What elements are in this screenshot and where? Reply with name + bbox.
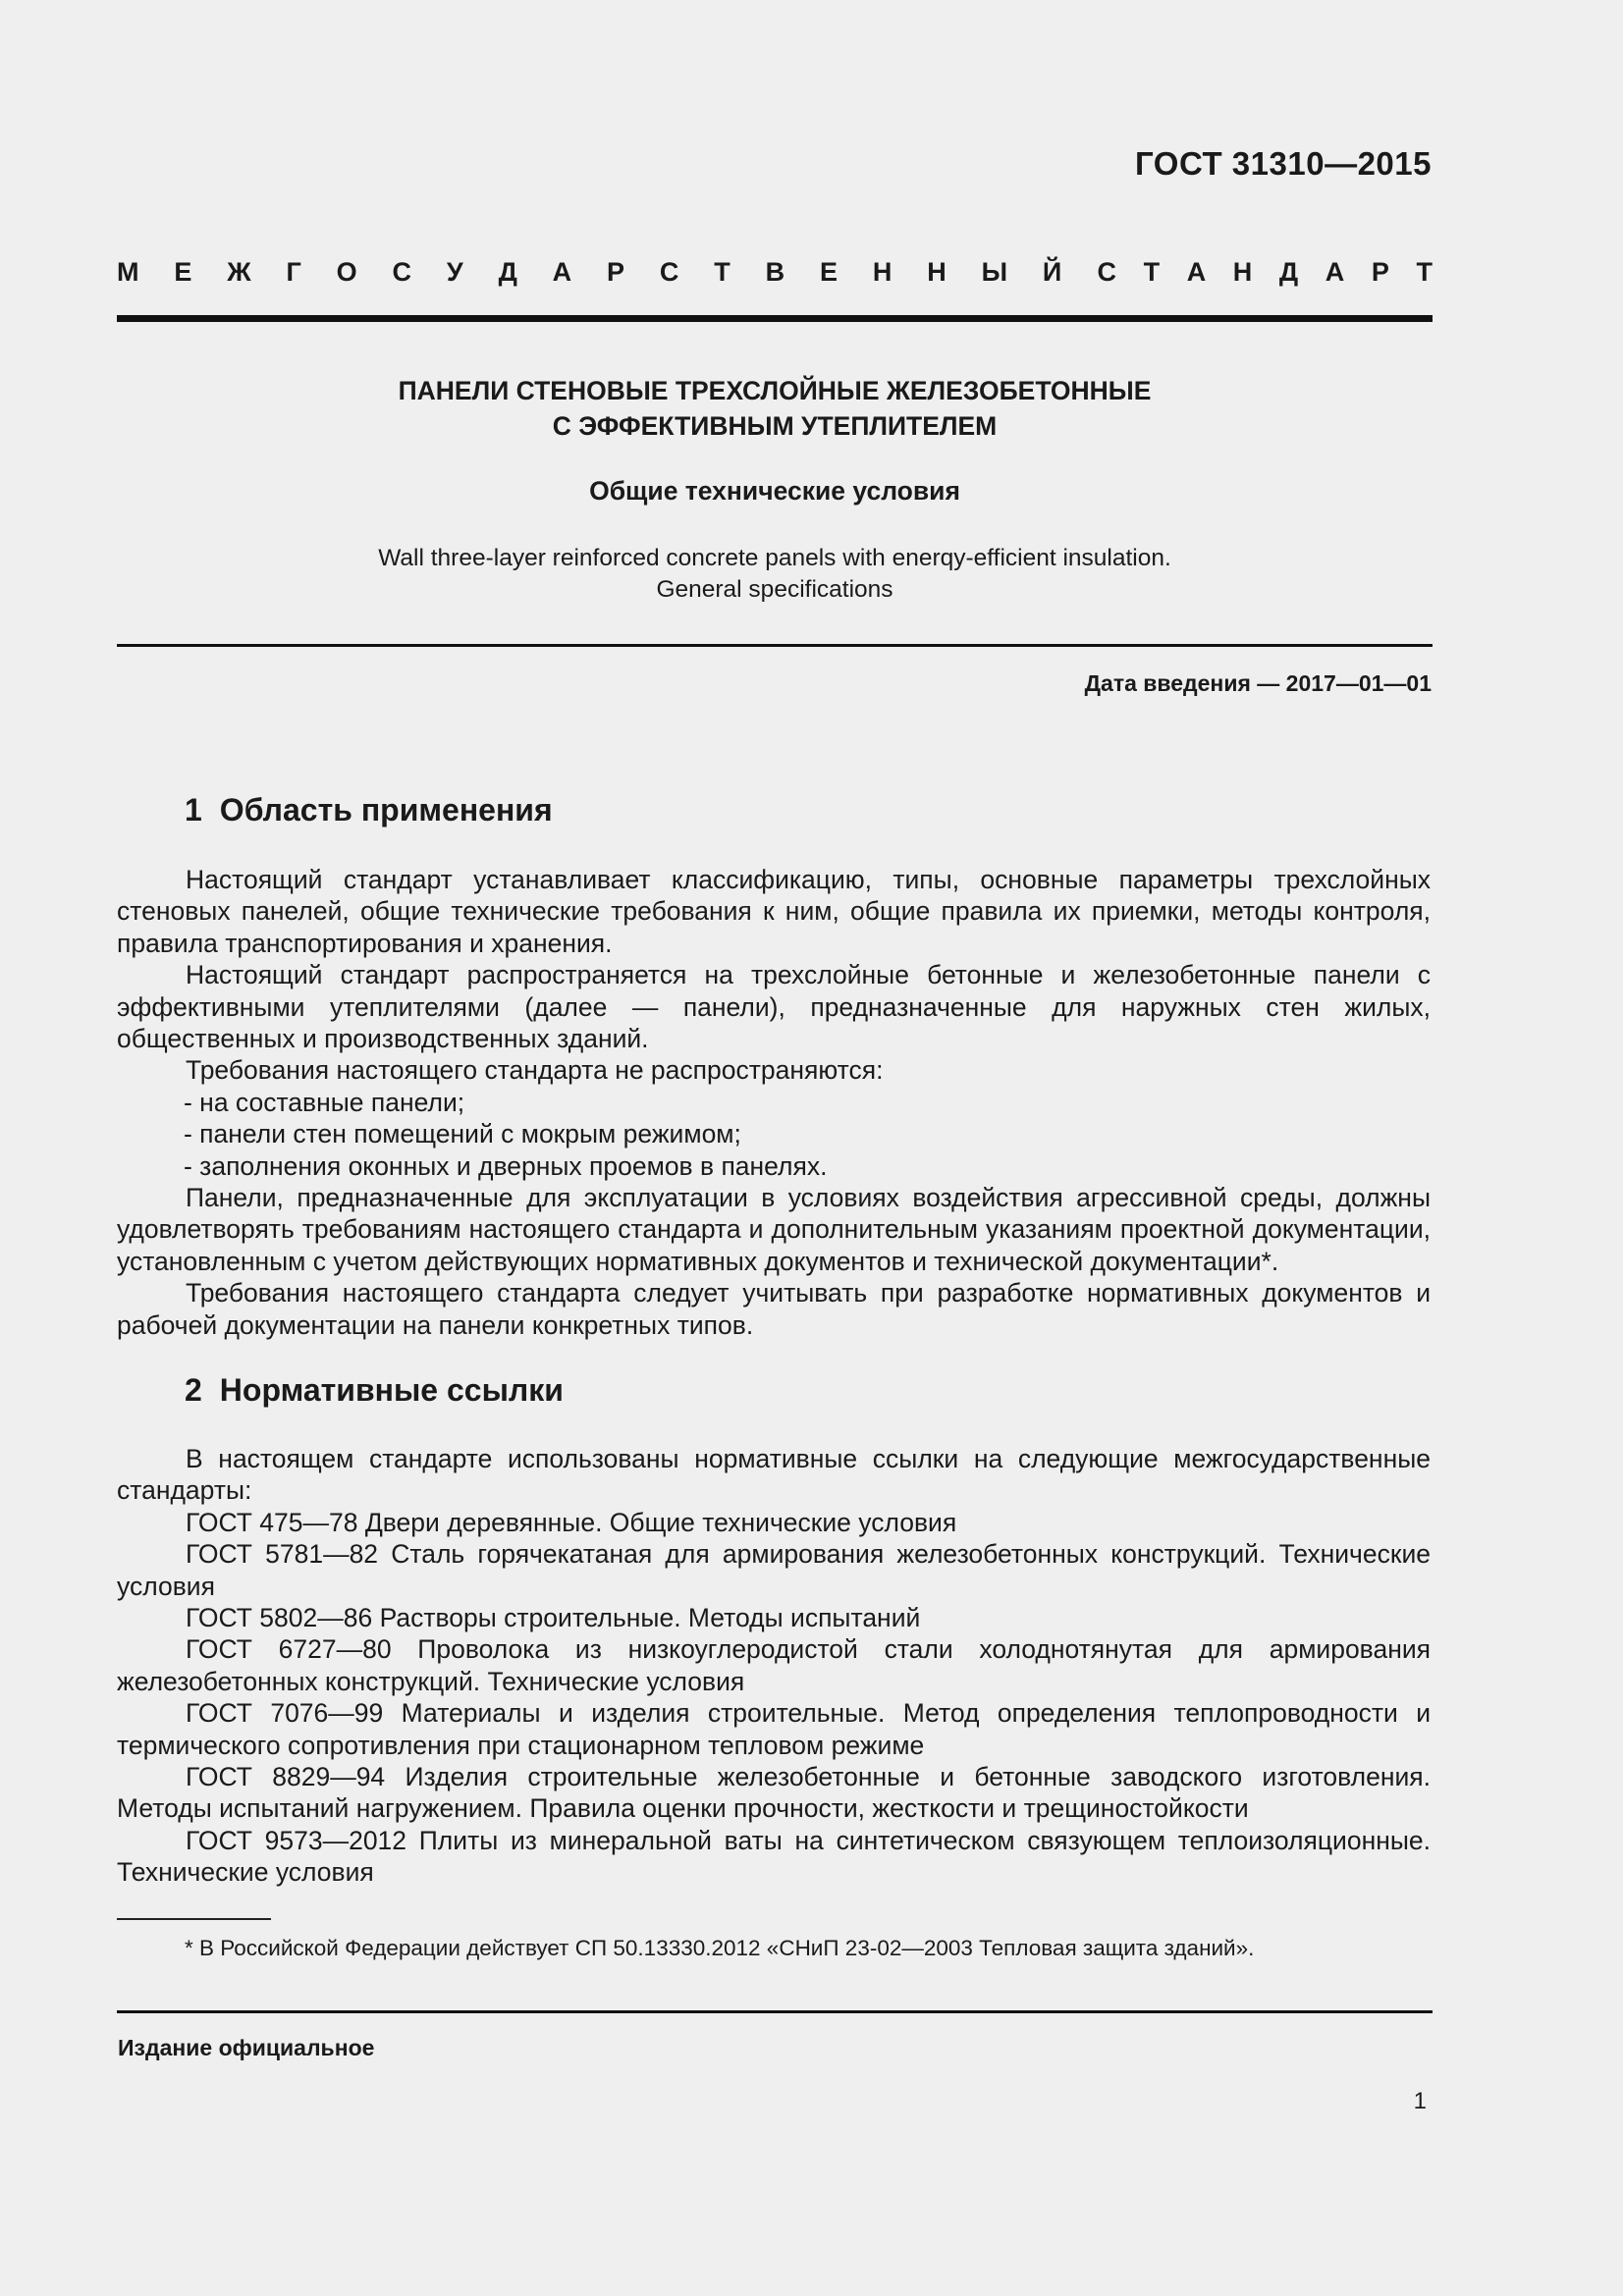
- edition-label: Издание официальное: [118, 2035, 375, 2060]
- footer-rule: [117, 2010, 1433, 2013]
- section-1-heading: [185, 792, 553, 828]
- paragraph: Требования настоящего стандарта следует учитывать при разработке нормативных документов и рабочей документации на панели конкретных типов.: [117, 1278, 1431, 1340]
- reference-item: ГОСТ 7076—99 Материалы и изделия строительные. Метод определения теплопроводности и термического сопротивления при стационарном тепловом режиме: [117, 1698, 1431, 1760]
- paragraph: Панели, предназначенные для эксплуатации в условиях воздействия агрессивной среды, должны удовлетворять требованиям настоящего стандарта и дополнительным указаниям проектной документации, установленным с учетом действующих нормативных документов и технической документации*.: [117, 1183, 1431, 1276]
- reference-item: ГОСТ 9573—2012 Плиты из минеральной ваты на синтетическом связующем теплоизоляционные. Технические условия: [117, 1825, 1431, 1888]
- title-rule: [117, 644, 1433, 647]
- section-2-heading: [185, 1372, 564, 1409]
- standard-type: [117, 257, 1433, 288]
- reference-item: ГОСТ 5781—82 Сталь горячекатаная для армирования железобетонных конструкций. Технические условия: [117, 1539, 1431, 1601]
- section-1-body: [117, 864, 1431, 1341]
- introduction-date: Дата введения — 2017—01—01: [1084, 670, 1432, 696]
- list-item: - заполнения оконных и дверных проемов в панелях.: [184, 1150, 828, 1181]
- section-2-number: 2: [185, 1372, 202, 1408]
- english-title-line-1: Wall three-layer reinforced concrete panels with enerqy-efficient insulation.: [378, 545, 1171, 571]
- paragraph: В настоящем стандарте использованы нормативные ссылки на следующие межгосударственные стандарты:: [117, 1444, 1431, 1506]
- reference-item: ГОСТ 5802—86 Растворы строительные. Методы испытаний: [186, 1603, 921, 1633]
- standard-type-word1: М Е Ж Г О С У Д А Р С Т В Е Н Н Ы Й: [117, 257, 1062, 287]
- page-number: 1: [1413, 2088, 1427, 2114]
- english-title-line-2: General specifications: [656, 576, 893, 603]
- footnote: * В Российской Федерации действует СП 50.13330.2012 «СНиП 23-02—2003 Тепловая защита зданий».: [185, 1936, 1255, 1960]
- english-title: [117, 543, 1433, 606]
- reference-item: ГОСТ 8829—94 Изделия строительные железобетонные и бетонные заводского изготовления. Методы испытаний нагружением. Правила оценки прочности, жесткости и трещиностойкости: [117, 1762, 1431, 1824]
- section-2-title: Нормативные ссылки: [219, 1372, 564, 1408]
- header-rule: [117, 315, 1433, 322]
- footnote-rule: [117, 1918, 271, 1920]
- document-title: [117, 373, 1433, 444]
- standard-type-word2: С Т А Н Д А Р Т: [1097, 257, 1433, 287]
- list-item: - на составные панели;: [184, 1087, 465, 1117]
- document-code: ГОСТ 31310—2015: [1135, 145, 1432, 182]
- section-1-title: Область применения: [219, 792, 553, 828]
- title-line-1: ПАНЕЛИ СТЕНОВЫЕ ТРЕХСЛОЙНЫЕ ЖЕЛЕЗОБЕТОННЫЕ: [398, 376, 1152, 405]
- title-line-2: С ЭФФЕКТИВНЫМ УТЕПЛИТЕЛЕМ: [552, 411, 998, 441]
- section-1-number: 1: [185, 792, 202, 828]
- paragraph: Требования настоящего стандарта не распространяются:: [186, 1055, 884, 1086]
- paragraph: Настоящий стандарт устанавливает классификацию, типы, основные параметры трехслойных стеновых панелей, общие технические требования к ним, общие правила их приемки, методы контроля, правила транспортирования и хранения.: [117, 865, 1431, 958]
- list-item: - панели стен помещений с мокрым режимом;: [184, 1119, 741, 1149]
- paragraph: Настоящий стандарт распространяется на трехслойные бетонные и железобетонные панели с эффективными утеплителями (далее — панели), предназначенные для наружных стен жилых, общественных и производственных зданий.: [117, 960, 1431, 1054]
- reference-item: ГОСТ 6727—80 Проволока из низкоуглеродистой стали холоднотянутая для армирования железобетонных конструкций. Технические условия: [117, 1634, 1431, 1696]
- document-subtitle: Общие технические условия: [589, 476, 960, 506]
- reference-item: ГОСТ 475—78 Двери деревянные. Общие технические условия: [186, 1507, 957, 1537]
- section-2-body: [117, 1443, 1431, 1889]
